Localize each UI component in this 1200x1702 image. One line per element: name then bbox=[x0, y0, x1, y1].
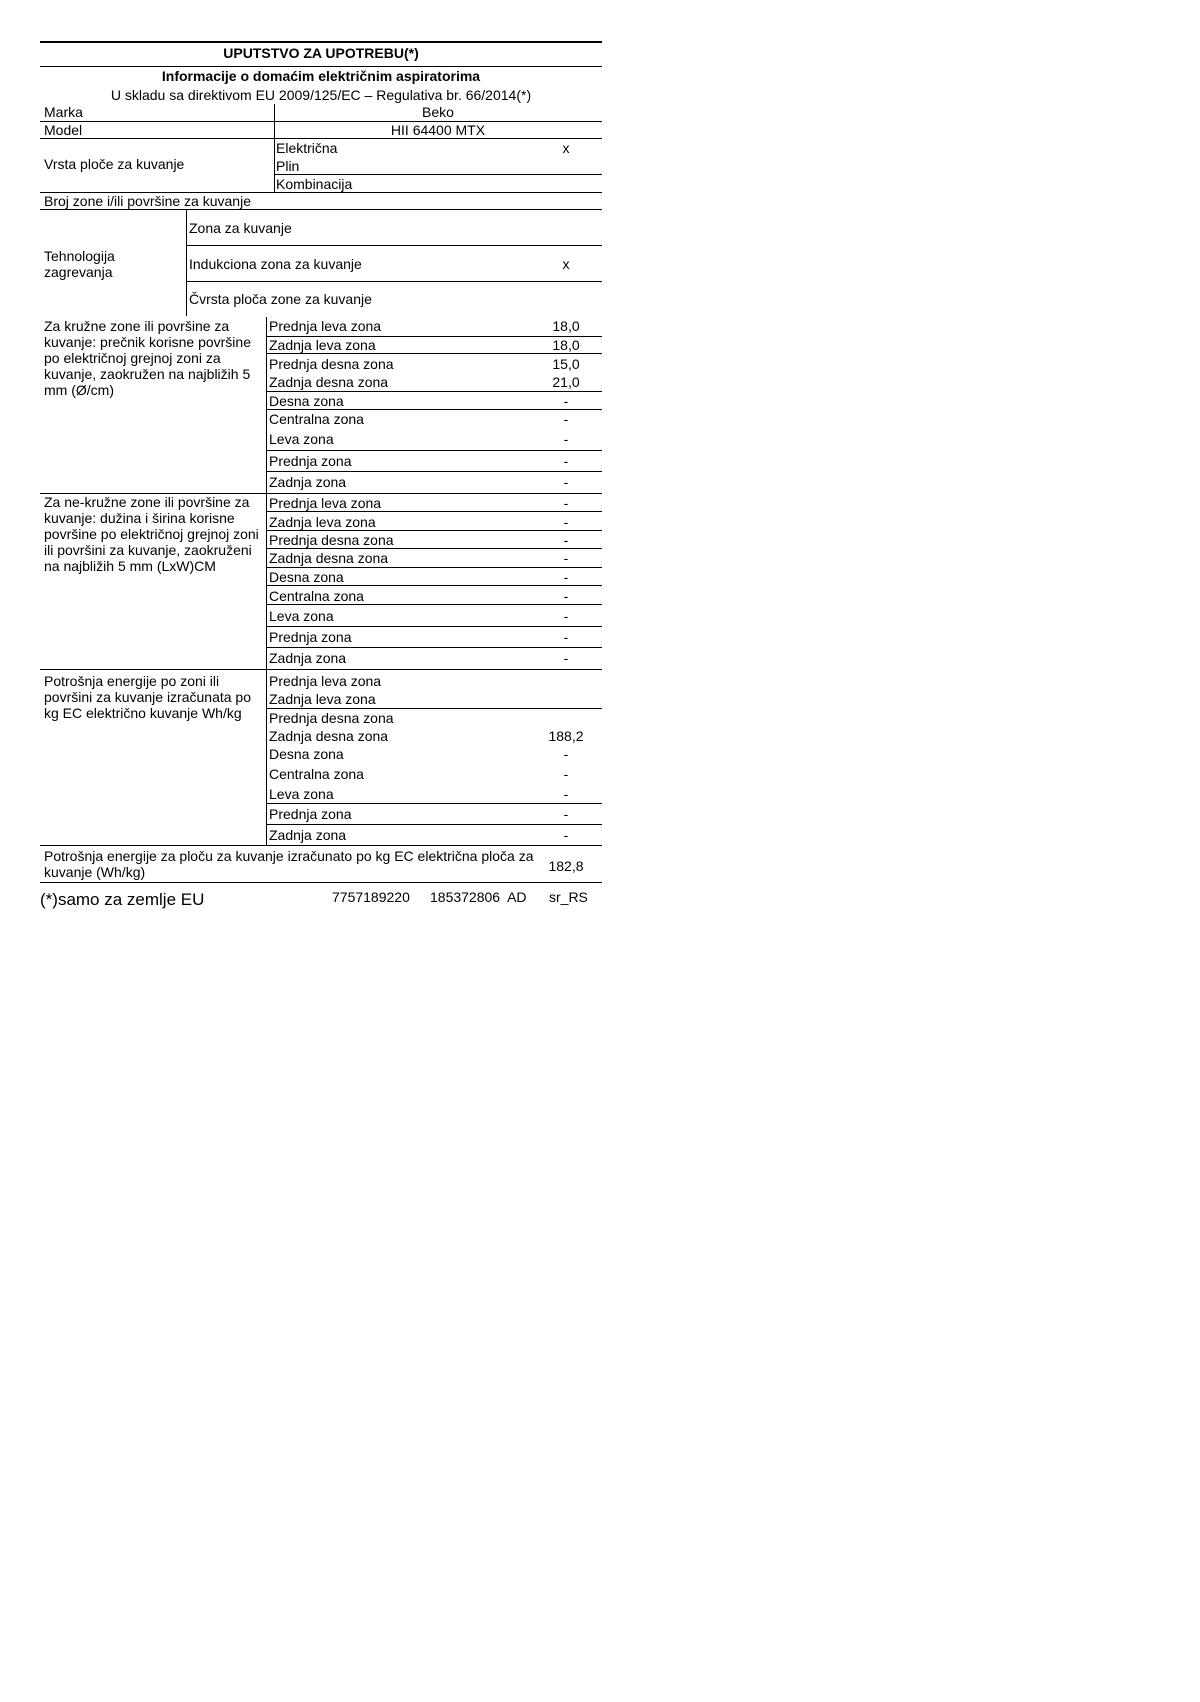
zone-value: - bbox=[563, 453, 569, 469]
hob-type-option: Kombinacija bbox=[276, 176, 353, 192]
heating-tech-option: Zona za kuvanje bbox=[189, 220, 292, 236]
zone-value: 21,0 bbox=[552, 374, 580, 390]
document-title: UPUTSTVO ZA UPOTREBU(*) bbox=[223, 45, 419, 61]
heating-tech-option: Indukciona zona za kuvanje bbox=[189, 256, 362, 272]
rule bbox=[40, 138, 602, 139]
rule bbox=[186, 281, 602, 282]
zone-name: Zadnja zona bbox=[269, 827, 347, 843]
rule bbox=[266, 567, 602, 568]
zone-name: Prednja zona bbox=[269, 629, 352, 645]
energy-hob-value: 182,8 bbox=[548, 858, 584, 874]
directive-text: U skladu sa direktivom EU 2009/125/EC – Regulativa br. 66/2014(*) bbox=[110, 87, 532, 103]
rule bbox=[266, 511, 602, 512]
zone-name: Prednja desna zona bbox=[269, 710, 394, 726]
zone-name: Leva zona bbox=[269, 431, 334, 447]
rule bbox=[40, 669, 602, 670]
column-divider bbox=[186, 210, 187, 316]
zone-value: - bbox=[563, 766, 569, 782]
zone-value: - bbox=[563, 474, 569, 490]
zone-value: - bbox=[563, 629, 569, 645]
rule bbox=[40, 882, 602, 883]
rule bbox=[186, 245, 602, 246]
zone-value: - bbox=[563, 588, 569, 604]
rule bbox=[266, 708, 602, 709]
zone-name: Desna zona bbox=[269, 746, 344, 762]
rule bbox=[266, 585, 602, 586]
zone-name: Zadnja desna zona bbox=[269, 550, 389, 566]
rule bbox=[266, 824, 602, 825]
rule bbox=[40, 66, 602, 67]
zone-name: Zadnja leva zona bbox=[269, 337, 376, 353]
column-divider bbox=[266, 317, 267, 845]
heating-tech-option: Čvrsta ploča zone za kuvanje bbox=[189, 291, 372, 307]
zone-value: - bbox=[563, 431, 569, 447]
zone-count-label: Broj zone i/ili površine za kuvanje bbox=[44, 193, 251, 209]
zone-value: - bbox=[563, 411, 569, 427]
model-label: Model bbox=[44, 122, 83, 138]
zone-name: Leva zona bbox=[269, 786, 334, 802]
zone-name: Prednja leva zona bbox=[269, 495, 382, 511]
zone-value: 188,2 bbox=[548, 728, 584, 744]
rule bbox=[266, 604, 602, 605]
zone-name: Prednja zona bbox=[269, 453, 352, 469]
zone-value: - bbox=[563, 495, 569, 511]
zone-value: - bbox=[563, 650, 569, 666]
zone-name: Desna zona bbox=[269, 569, 344, 585]
brand-label: Marka bbox=[44, 104, 83, 120]
zone-value: - bbox=[563, 608, 569, 624]
hob-type-option: Plin bbox=[276, 158, 300, 174]
model-value: HII 64400 MTX bbox=[390, 122, 486, 138]
zone-name: Zadnja leva zona bbox=[269, 514, 376, 530]
footer-note: (*)samo za zemlje EU bbox=[40, 890, 205, 909]
rule bbox=[266, 626, 602, 627]
zone-name: Zadnja desna zona bbox=[269, 374, 389, 390]
rule bbox=[266, 471, 602, 472]
zone-name: Prednja zona bbox=[269, 806, 352, 822]
zone-value: - bbox=[563, 569, 569, 585]
rule bbox=[266, 803, 602, 804]
zone-name: Centralna zona bbox=[269, 588, 364, 604]
rule bbox=[266, 647, 602, 648]
circular-zones-label: Za kružne zone ili površine za kuvanje: prečnik korisne površine po električnoj grejnoj zoni za kuvanje, zaokružen na najbližih 5 mm (Ø/cm) bbox=[44, 318, 251, 398]
zone-value: - bbox=[563, 514, 569, 530]
zone-name: Zadnja zona bbox=[269, 650, 347, 666]
rule bbox=[266, 353, 602, 354]
rule bbox=[266, 548, 602, 549]
rule bbox=[40, 845, 602, 846]
rule bbox=[274, 174, 602, 175]
zone-name: Prednja leva zona bbox=[269, 673, 382, 689]
rule bbox=[266, 391, 602, 392]
zone-name: Desna zona bbox=[269, 393, 344, 409]
footer-locale: sr_RS bbox=[549, 889, 588, 905]
rule bbox=[266, 530, 602, 531]
zone-value: - bbox=[563, 532, 569, 548]
footer-code: 7757189220 bbox=[332, 889, 410, 905]
zone-value: 18,0 bbox=[552, 337, 580, 353]
rule bbox=[266, 450, 602, 451]
zone-value: - bbox=[563, 827, 569, 843]
brand-value: Beko bbox=[422, 104, 454, 120]
rule bbox=[40, 209, 602, 210]
zone-name: Leva zona bbox=[269, 608, 334, 624]
heating-tech-label: Tehnologija zagrevanja bbox=[44, 248, 115, 280]
energy-per-zone-label: Potrošnja energije po zoni ili površini za kuvanje izračunata po kg EC električno kuvanje Wh/kg bbox=[44, 673, 252, 721]
zone-value: - bbox=[563, 786, 569, 802]
zone-name: Centralna zona bbox=[269, 766, 364, 782]
zone-value: - bbox=[563, 746, 569, 762]
hob-type-label: Vrsta ploče za kuvanje bbox=[44, 156, 185, 172]
zone-name: Zadnja leva zona bbox=[269, 691, 376, 707]
footer-code: 185372806 AD bbox=[430, 889, 527, 905]
heating-tech-mark: x bbox=[562, 256, 570, 272]
hob-type-mark: x bbox=[562, 140, 570, 156]
energy-hob-label: Potrošnja energije za ploču za kuvanje izračunato po kg EC električna ploča za kuvanje (Wh/kg) bbox=[44, 848, 534, 880]
top-rule bbox=[40, 41, 602, 43]
column-divider bbox=[274, 104, 275, 192]
zone-name: Prednja desna zona bbox=[269, 532, 394, 548]
zone-name: Zadnja zona bbox=[269, 474, 347, 490]
hob-type-option: Električna bbox=[276, 140, 338, 156]
zone-value: - bbox=[563, 393, 569, 409]
zone-name: Zadnja desna zona bbox=[269, 728, 389, 744]
zone-value: - bbox=[563, 550, 569, 566]
zone-value: - bbox=[563, 806, 569, 822]
zone-name: Centralna zona bbox=[269, 411, 364, 427]
zone-value: 18,0 bbox=[552, 318, 580, 334]
zone-name: Prednja desna zona bbox=[269, 356, 394, 372]
zone-name: Prednja leva zona bbox=[269, 318, 382, 334]
rule bbox=[266, 409, 602, 410]
zone-value: 15,0 bbox=[552, 356, 580, 372]
non-circular-zones-label: Za ne-kružne zone ili površine za kuvanje: dužina i širina korisne površine po električnoj grejnoj zoni ili površini za kuvanje, zaokruženi na najbližih 5 mm (LxW)CM bbox=[44, 494, 259, 574]
document-subtitle: Informacije o domaćim električnim aspiratorima bbox=[161, 68, 481, 84]
